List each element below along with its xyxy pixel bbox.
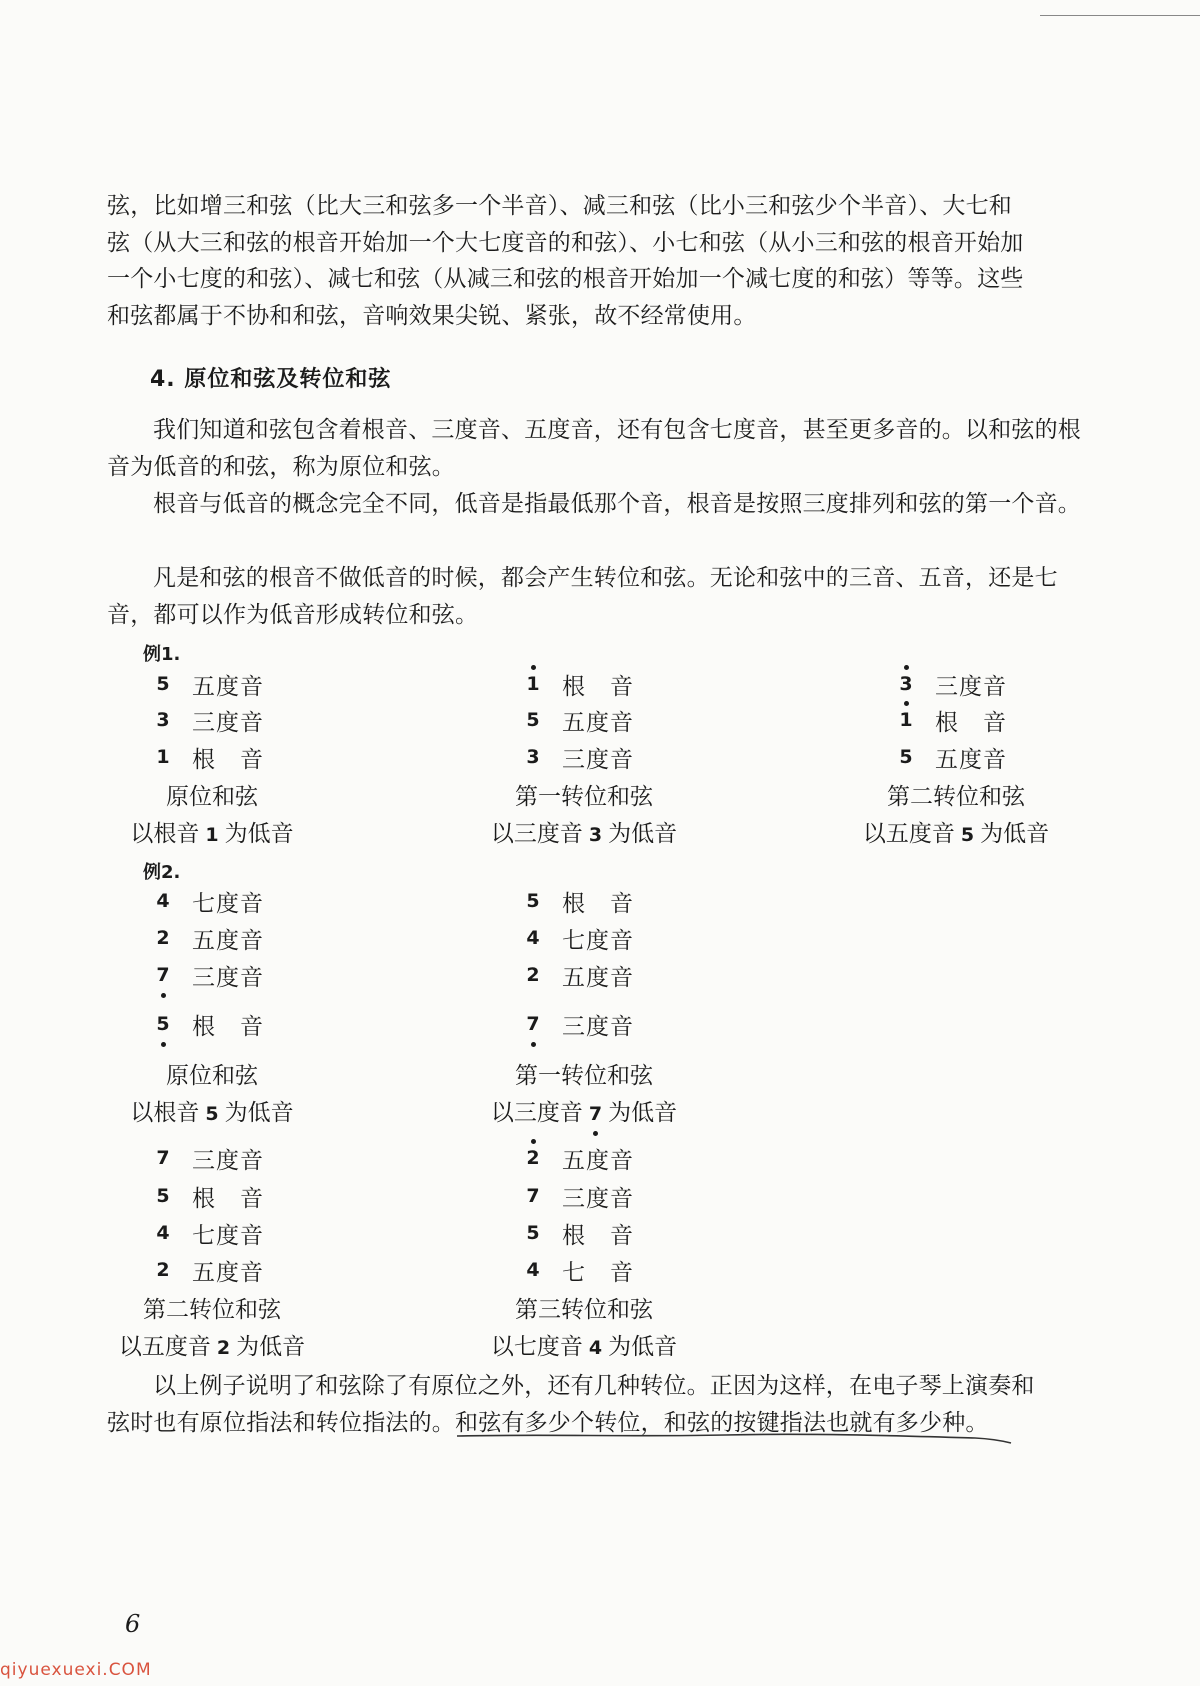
- ex1-col1-caption: 原位和弦: [166, 784, 258, 810]
- top-rule: [1040, 15, 1200, 16]
- ex2-col3-note-1: 7 三度音: [156, 1147, 264, 1174]
- ex2-col2-note-2: 4 七度音: [526, 927, 634, 954]
- ex2-col2-bass: 以三度音 7 为低音: [490, 1100, 678, 1126]
- ex2-col4-caption: 第三转位和弦: [515, 1297, 653, 1323]
- section-heading: 4. 原位和弦及转位和弦: [150, 367, 392, 392]
- ex2-col3-note-2: 5 根 音: [156, 1185, 264, 1212]
- ex1-col3-note-2: 1 根 音: [895, 704, 1007, 736]
- ex2-col3-bass: 以五度音 2 为低音: [118, 1334, 306, 1360]
- ex1-col2-bass: 以三度音 3 为低音: [490, 821, 678, 847]
- paragraph-root-vs-bass: 根音与低音的概念完全不同，低音是指最低那个音，根音是按照三度排列和弦的第一个音。: [153, 491, 1081, 517]
- ex1-col2-caption: 第一转位和弦: [515, 784, 653, 810]
- ex1-col3-note-3: 5 五度音: [899, 746, 1007, 773]
- ex1-col3-caption: 第二转位和弦: [887, 784, 1025, 810]
- intro-line-4: 和弦都属于不协和和弦，音响效果尖锐、紧张，故不经常使用。: [107, 303, 757, 330]
- ex1-col1-bass: 以根音 1 为低音: [130, 821, 294, 847]
- ex2-col1-note-3: 7 三度音: [152, 959, 264, 991]
- ex2-col2-note-1: 5 根 音: [526, 890, 634, 917]
- site-watermark: qiyuexuexi.COM: [0, 1660, 152, 1680]
- intro-line-2: 弦（从大三和弦的根音开始加一个大七度音的和弦）、小七和弦（从小三和弦的根音开始加: [107, 229, 1024, 256]
- ex2-col3-note-3: 4 七度音: [156, 1222, 264, 1249]
- ex2-col4-note-1: 2 五度音: [522, 1142, 634, 1174]
- ex2-col3-caption: 第二转位和弦: [143, 1297, 281, 1323]
- ex2-col1-note-2: 2 五度音: [156, 927, 264, 954]
- ex1-col2-note-2: 5 五度音: [526, 709, 634, 736]
- example-1-label: 例1.: [143, 644, 181, 665]
- ex2-col4-note-3: 5 根 音: [526, 1222, 634, 1249]
- closing-paragraph: [107, 1368, 1097, 1441]
- closing-line-2: [107, 1405, 1097, 1442]
- intro-line-1: 弦，比如增三和弦（比大三和弦多一个半音）、减三和弦（比小三和弦少个半音）、大七和: [107, 193, 1012, 219]
- ex2-col1-caption: 原位和弦: [166, 1063, 258, 1089]
- intro-paragraph: [107, 188, 1097, 335]
- ex1-col3-note-1: 3 三度音: [895, 668, 1007, 700]
- paragraph-chord-definition: 我们知道和弦包含着根音、三度音、五度音，还有包含七度音，甚至更多音的。以和弦的根音为低音的和弦，称为原位和弦。: [107, 417, 1081, 480]
- intro-line-3: 一个小七度的和弦）、减七和弦（从减三和弦的根音开始加一个减七度的和弦）等等。这些: [107, 266, 1024, 293]
- ex2-col4-note-4: 4 七 音: [526, 1259, 634, 1286]
- ex2-col1-note-1: 4 七度音: [156, 890, 264, 917]
- closing-line-2-plain: 弦时也有原位指法和转位指法的。: [107, 1409, 455, 1436]
- closing-line-2-underlined: 和弦有多少个转位，和弦的按键指法也就有多少种。: [455, 1410, 989, 1436]
- ex2-col4-note-2: 7 三度音: [526, 1185, 634, 1212]
- ex2-col1-note-4: 5 根 音: [152, 1008, 264, 1040]
- ex1-col2-note-3: 3 三度音: [526, 746, 634, 773]
- closing-line-1: 以上例子说明了和弦除了有原位之外，还有几种转位。正因为这样，在电子琴上演奏和: [153, 1373, 1035, 1399]
- paragraph-inversion: 凡是和弦的根音不做低音的时候，都会产生转位和弦。无论和弦中的三音、五音，还是七音，都可以作为低音形成转位和弦。: [107, 565, 1058, 628]
- ex2-col2-note-3: 2 五度音: [526, 964, 634, 991]
- example-2-label: 例2.: [143, 862, 181, 883]
- handwritten-underline: [455, 1430, 1015, 1446]
- ex2-col2-note-4: 7 三度音: [522, 1008, 634, 1040]
- ex1-col3-bass: 以五度音 5 为低音: [862, 821, 1050, 847]
- ex2-col3-note-4: 2 五度音: [156, 1259, 264, 1286]
- ex1-col1-note-3: 1 根 音: [156, 746, 264, 773]
- ex1-col2-note-1: 1 根 音: [522, 668, 634, 700]
- ex1-col1-note-2: 3 三度音: [156, 709, 264, 736]
- ex2-col2-caption: 第一转位和弦: [515, 1063, 653, 1089]
- ex2-col4-bass: 以七度音 4 为低音: [490, 1334, 678, 1360]
- ex2-col1-bass: 以根音 5 为低音: [130, 1100, 294, 1126]
- ex1-col1-note-1: 5 五度音: [156, 673, 264, 700]
- page-number: 6: [125, 1610, 141, 1638]
